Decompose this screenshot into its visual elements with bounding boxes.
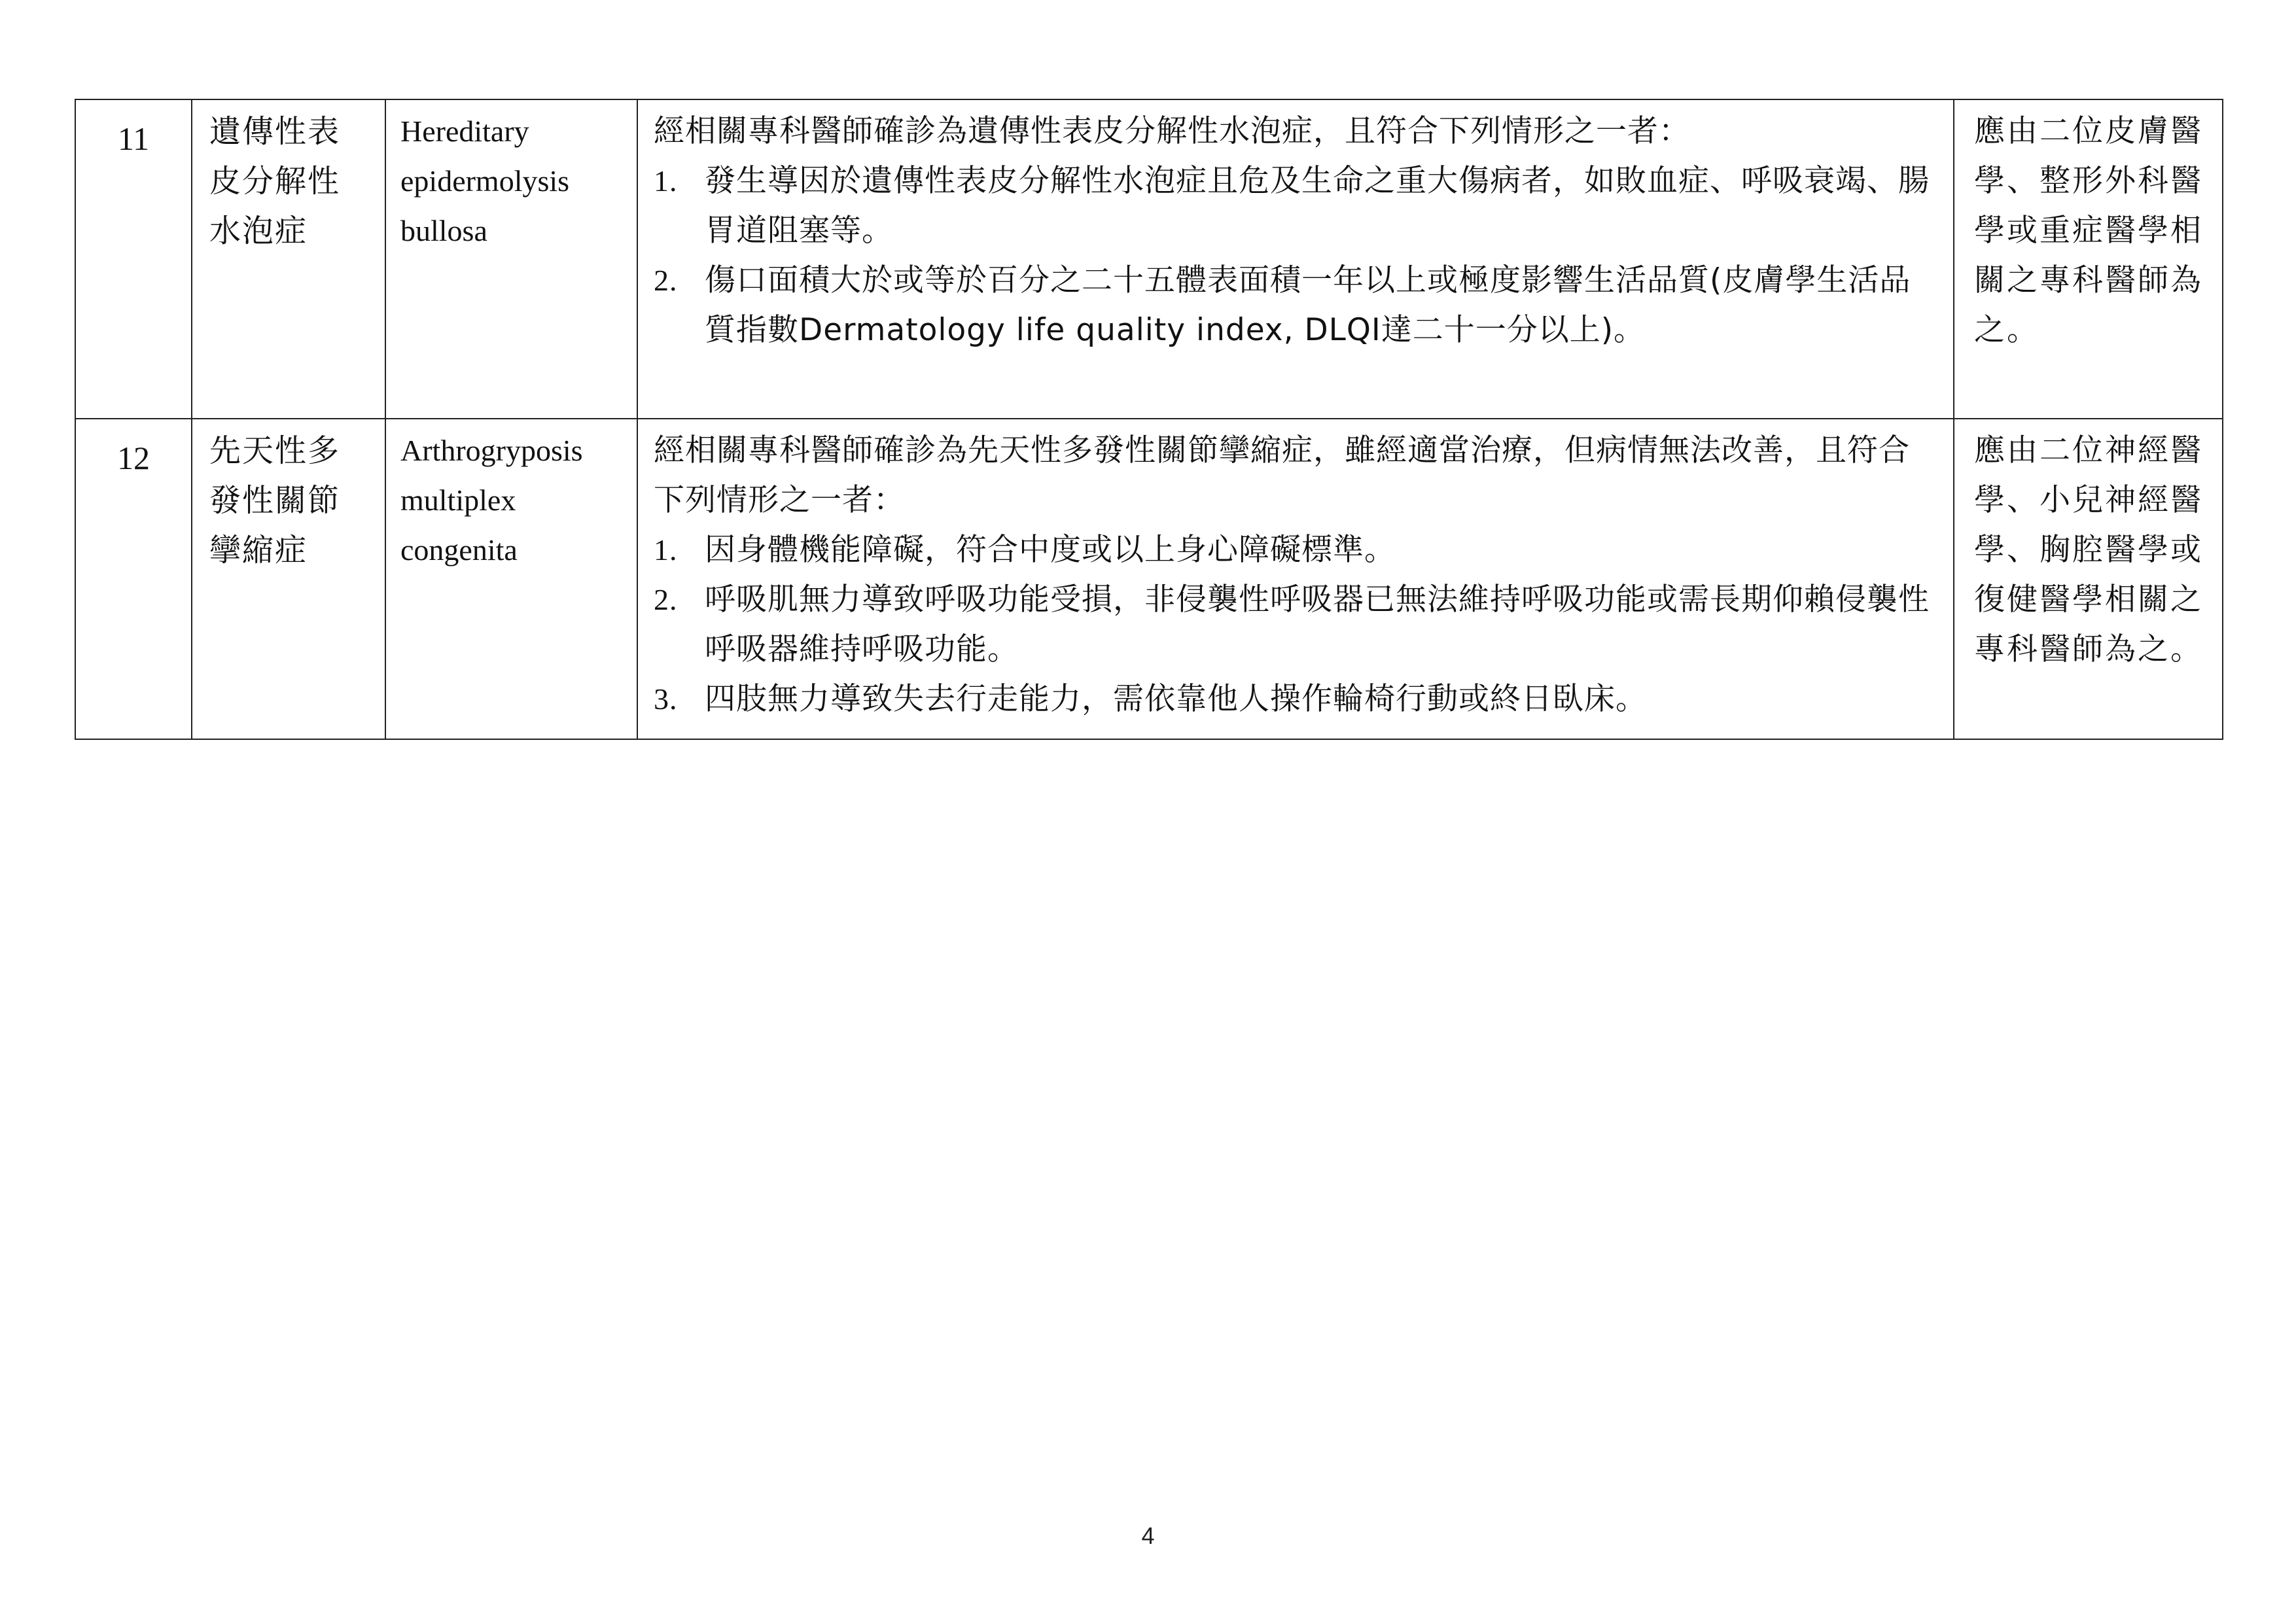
page-number: 4 xyxy=(1141,1522,1155,1549)
table-row xyxy=(75,419,2223,739)
table-row xyxy=(75,99,2223,419)
disease-name-en: Hereditary epidermolysis bullosa xyxy=(385,99,637,419)
criteria-item-text: 呼吸肌無力導致呼吸功能受損，非侵襲性呼吸器已無法維持呼吸功能或需長期仰賴侵襲性呼吸器維持呼吸功能。 xyxy=(705,582,1930,667)
criteria-intro: 經相關專科醫師確診為先天性多發性關節攣縮症，雖經適當治療，但病情無法改善，且符合下列情形之一者： xyxy=(654,432,1910,518)
criteria-item xyxy=(654,256,1940,355)
criteria-item-text: 傷口面積大於或等於百分之二十五體表面積一年以上或極度影響生活品質(皮膚學生活品質指數Dermatology life quality index, DLQI達二十一分以上)。 xyxy=(705,262,1911,348)
criteria-item-text: 四肢無力導致失去行走能力，需依靠他人操作輪椅行動或終日臥床。 xyxy=(705,681,1647,717)
criteria-item-number: 1. xyxy=(654,164,678,198)
reviewing-physicians: 應由二位神經醫學、小兒神經醫學、胸腔醫學或復健醫學相關之專科醫師為之。 xyxy=(1954,419,2223,739)
reviewing-physicians: 應由二位皮膚醫學、整形外科醫學或重症醫學相關之專科醫師為之。 xyxy=(1954,99,2223,419)
diagnostic-criteria xyxy=(637,419,1954,739)
criteria-item xyxy=(654,575,1940,674)
criteria-item-number: 3. xyxy=(654,682,678,716)
criteria-item-number: 2. xyxy=(654,583,678,616)
disease-name-zh: 先天性多發性關節攣縮症 xyxy=(192,419,385,739)
row-number: 11 xyxy=(75,99,192,419)
criteria-item-text: 發生導因於遺傳性表皮分解性水泡症且危及生命之重大傷病者，如敗血症、呼吸衰竭、腸胃道阻塞等。 xyxy=(705,163,1930,249)
disease-name-zh: 遺傳性表皮分解性水泡症 xyxy=(192,99,385,419)
diagnostic-criteria xyxy=(637,99,1954,419)
criteria-item xyxy=(654,156,1940,256)
criteria-item-number: 1. xyxy=(654,533,678,567)
criteria-item-text: 因身體機能障礙，符合中度或以上身心障礙標準。 xyxy=(705,532,1396,568)
criteria-item xyxy=(654,525,1940,575)
criteria-item xyxy=(654,674,1940,724)
disease-criteria-table xyxy=(75,99,2223,740)
row-number: 12 xyxy=(75,419,192,739)
disease-name-en: Arthrogryposis multiplex congenita xyxy=(385,419,637,739)
criteria-intro: 經相關專科醫師確診為遺傳性表皮分解性水泡症，且符合下列情形之一者： xyxy=(654,113,1690,149)
criteria-item-number: 2. xyxy=(654,264,678,297)
